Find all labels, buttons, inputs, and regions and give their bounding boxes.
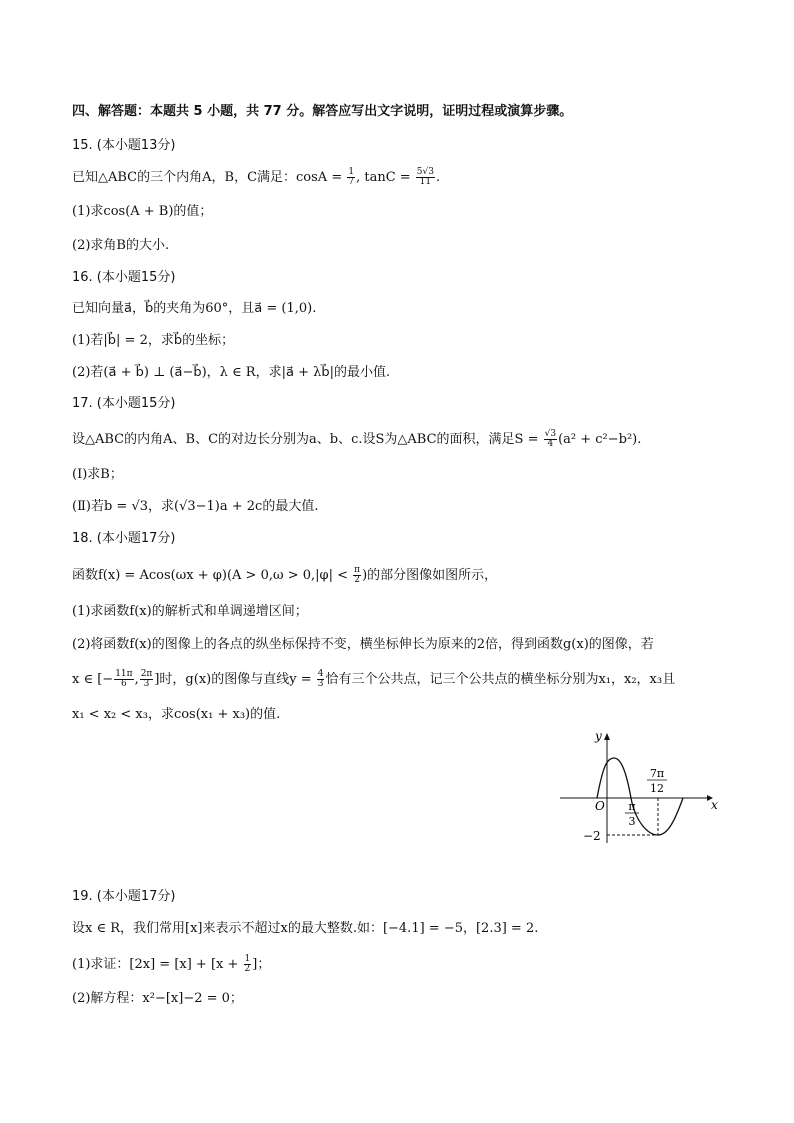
fraction: $\frac{5√3}{11}$: [416, 167, 434, 187]
problem-16-part-2: (2)若(a⃗ + b⃗) ⊥ (a⃗−b⃗)，λ ∈ R，求|a⃗ + λb⃗|的最小值.: [72, 365, 391, 380]
x-mark-1-num: π: [628, 800, 636, 813]
problem-19-stem: 设x ∈ R，我们常用[x]来表示不超过x的最大整数.如：[−4.1] = −5，[2.3] = 2.: [72, 921, 539, 936]
problem-16-stem: 已知向量a⃗，b⃗的夹角为60°，且a⃗ = (1,0).: [72, 301, 317, 316]
x-mark-1-den: 3: [628, 815, 636, 828]
problem-17-part-2: (Ⅱ)若b = √3，求(√3−1)a + 2c的最大值.: [72, 499, 319, 514]
problem-17-stem: 设△ABC的内角A、B、C的对边长分别为a、b、c.设S为△ABC的面积，满足S = $\frac{√3}{4}$ (a² + c²−b²).: [72, 429, 642, 449]
problem-19-part-2: (2)解方程：x²−[x]−2 = 0；: [72, 991, 243, 1006]
problem-18-heading: 18. (本小题17分): [72, 531, 176, 546]
fraction: $\frac{11\pi}{6}$: [115, 669, 133, 689]
x-mark-2-den: 12: [650, 782, 664, 795]
problem-18-part-2-cont: x ∈ [− $\frac{11\pi}{6}$ , $\frac{2\pi}{3}$ ]时，g(x)的图像与直线y = $\frac{4}{3}$ 恰有三个公共点，记三个公共点的横坐标分别为x₁，x₂，x₃且: [72, 669, 676, 689]
problem-19-part-1: (1)求证：[2x] = [x] + [x + $\frac{1}{2}$ ]；: [72, 954, 271, 974]
section-header: 四、解答题：本题共 5 小题，共 77 分。解答应写出文字说明，证明过程或演算步骤。: [72, 104, 573, 119]
origin-label: O: [595, 799, 605, 813]
problem-15-heading: 15. (本小题13分): [72, 138, 176, 153]
x-mark-2-num: 7π: [649, 767, 665, 780]
fraction: $\frac{1}{2}$: [244, 954, 251, 974]
fraction: $\frac{\pi}{2}$: [354, 565, 361, 585]
fraction: $\frac{√3}{4}$: [544, 429, 557, 449]
fraction: $\frac{1}{7}$: [348, 167, 355, 187]
problem-15-stem: 已知△ABC的三个内角A，B，C满足：cosA = $\frac{1}{7}$ , tanC = $\frac{5√3}{11}$ .: [72, 167, 441, 187]
fraction: $\frac{2\pi}{3}$: [140, 669, 153, 689]
y-mark-label: −2: [583, 829, 601, 843]
problem-16-heading: 16. (本小题15分): [72, 270, 176, 285]
cosine-graph-figure: [555, 728, 735, 848]
problem-15-part-2: (2)求角B的大小.: [72, 238, 170, 253]
cosine-curve: [597, 758, 683, 835]
problem-18-part-2-end: x₁ < x₂ < x₃，求cos(x₁ + x₃)的值.: [72, 707, 281, 722]
problem-16-part-1: (1)若|b⃗| = 2，求b⃗的坐标；: [72, 333, 235, 348]
problem-17-part-1: (Ⅰ)求B；: [72, 467, 123, 482]
problem-17-heading: 17. (本小题15分): [72, 396, 176, 411]
problem-18-stem: 函数f(x) = Acos(ωx + φ)(A > 0,ω > 0,|φ| < $\frac{\pi}{2}$ )的部分图像如图所示，: [72, 565, 498, 585]
y-axis-arrow: [604, 733, 610, 740]
y-axis-label: y: [595, 729, 602, 743]
problem-15-part-1: (1)求cos(A + B)的值；: [72, 204, 213, 219]
x-axis-label: x: [711, 798, 718, 812]
problem-18-part-2: (2)将函数f(x)的图像上的各点的纵坐标保持不变，横坐标伸长为原来的2倍，得到函数g(x)的图像，若: [72, 637, 654, 652]
problem-19-heading: 19. (本小题17分): [72, 889, 176, 904]
fraction: $\frac{4}{3}$: [317, 669, 324, 689]
problem-18-part-1: (1)求函数f(x)的解析式和单调递增区间；: [72, 604, 308, 619]
